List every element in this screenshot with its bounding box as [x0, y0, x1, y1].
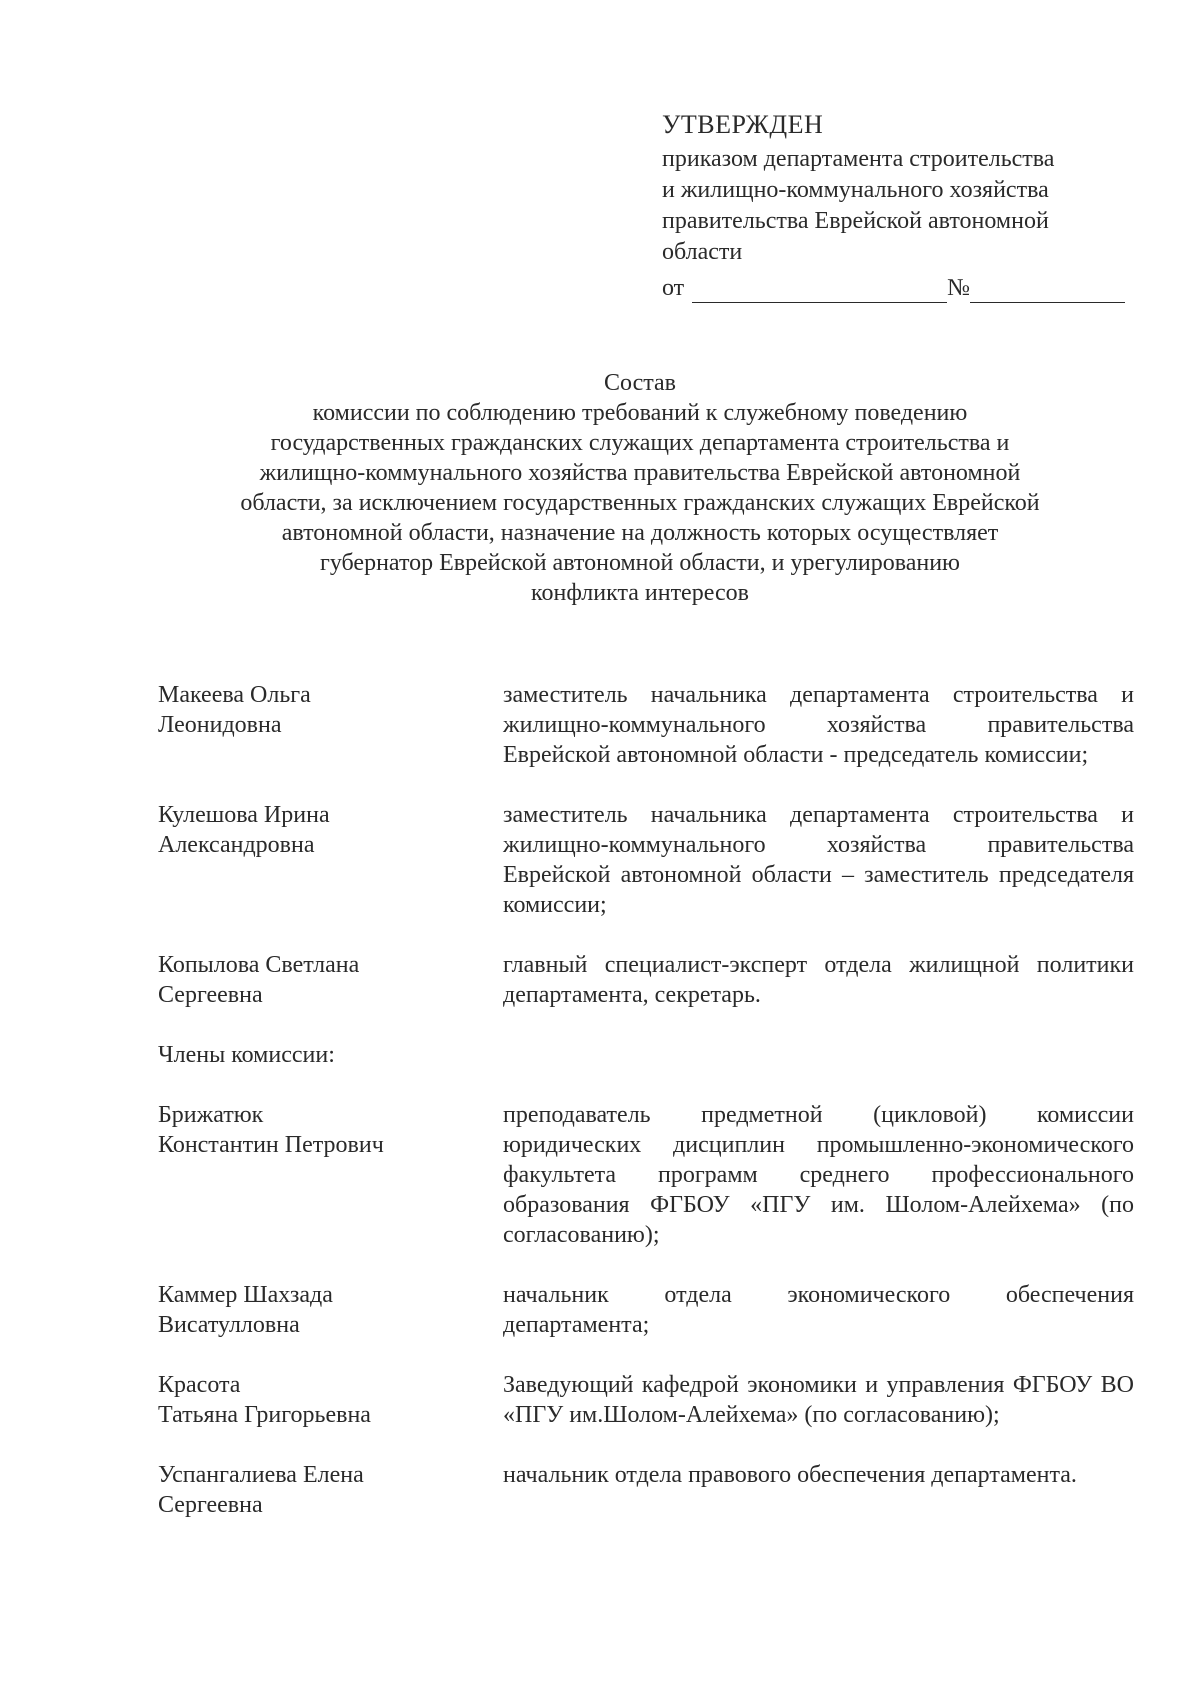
list-item: [158, 950, 1134, 1010]
member-name: [158, 1280, 503, 1340]
approval-line: области: [662, 239, 743, 265]
member-name-line: Успангалиева Елена: [158, 1462, 364, 1488]
member-name-line: Кулешова Ирина: [158, 802, 330, 828]
member-name: [158, 1370, 503, 1430]
list-item: [158, 1280, 1134, 1340]
number-sign: №: [947, 275, 971, 301]
title-line: конфликта интересов: [531, 580, 749, 606]
list-item: [158, 800, 1134, 920]
title-line: автономной области, назначение на должность которых осуществляет: [281, 520, 999, 546]
member-name: [158, 950, 503, 1010]
commission-members: [158, 680, 1134, 1550]
member-name-line: Леонидовна: [158, 712, 282, 738]
member-name-line: Каммер Шахзада: [158, 1282, 333, 1308]
member-role: начальник отдела правового обеспечения департамента.: [503, 1462, 1077, 1488]
member-name: [158, 1100, 503, 1250]
title-line: губернатор Еврейской автономной области, и урегулированию: [320, 550, 960, 576]
list-item: [158, 1100, 1134, 1250]
member-role: заместитель начальника департамента строительства и жилищно-коммунального хозяйства правительства Еврейской автономной области - председатель комиссии;: [503, 682, 1134, 768]
list-item: [158, 680, 1134, 770]
title-line: жилищно-коммунального хозяйства правительства Еврейской автономной: [259, 460, 1021, 486]
list-item: [158, 1460, 1134, 1520]
approval-line: правительства Еврейской автономной: [662, 208, 1049, 234]
approval-block: [662, 108, 1132, 303]
member-name-line: Макеева Ольга: [158, 682, 311, 708]
member-name: [158, 680, 503, 770]
date-blank: [692, 280, 947, 303]
approval-stamp: УТВЕРЖДЕН: [662, 110, 824, 139]
member-name-line: Копылова Светлана: [158, 952, 360, 978]
list-item: [158, 1370, 1134, 1430]
member-role: заместитель начальника департамента строительства и жилищно-коммунального хозяйства правительства Еврейской автономной области – заместитель председателя комиссии;: [503, 802, 1134, 918]
member-name-line: Брижатюк: [158, 1102, 264, 1128]
date-prefix: от: [662, 275, 685, 301]
member-name: [158, 1460, 503, 1520]
title-line: области, за исключением государственных гражданских служащих Еврейской: [240, 490, 1040, 516]
member-name-line: Висатулловна: [158, 1312, 300, 1338]
member-role: начальник отдела экономического обеспечения департамента;: [503, 1282, 1134, 1338]
number-blank: [970, 280, 1125, 303]
member-name-line: Александровна: [158, 832, 315, 858]
member-name-line: Константин Петрович: [158, 1132, 384, 1158]
title-heading: Состав: [603, 370, 677, 396]
member-role: главный специалист-эксперт отдела жилищной политики департамента, секретарь.: [503, 952, 1134, 1008]
document-title: [160, 368, 1120, 608]
title-line: комиссии по соблюдению требований к служебному поведению: [312, 400, 968, 426]
member-name-line: Красота: [158, 1372, 241, 1398]
member-name-line: Сергеевна: [158, 982, 263, 1008]
member-name: [158, 800, 503, 920]
approval-date-line: [662, 273, 1132, 303]
title-line: государственных гражданских служащих департамента строительства и: [270, 430, 1010, 456]
approval-line: и жилищно-коммунального хозяйства: [662, 177, 1049, 203]
approval-line: приказом департамента строительства: [662, 146, 1055, 172]
member-role: преподаватель предметной (цикловой) комиссии юридических дисциплин промышленно-экономического факультета программ среднего профессионального образования ФГБОУ «ПГУ им. Шолом-Алейхема» (по согласованию);: [503, 1102, 1134, 1248]
members-header: Члены комиссии:: [158, 1042, 335, 1068]
member-name-line: Сергеевна: [158, 1492, 263, 1518]
member-name-line: Татьяна Григорьевна: [158, 1402, 371, 1428]
member-role: Заведующий кафедрой экономики и управления ФГБОУ ВО «ПГУ им.Шолом-Алейхема» (по согласованию);: [503, 1372, 1134, 1428]
